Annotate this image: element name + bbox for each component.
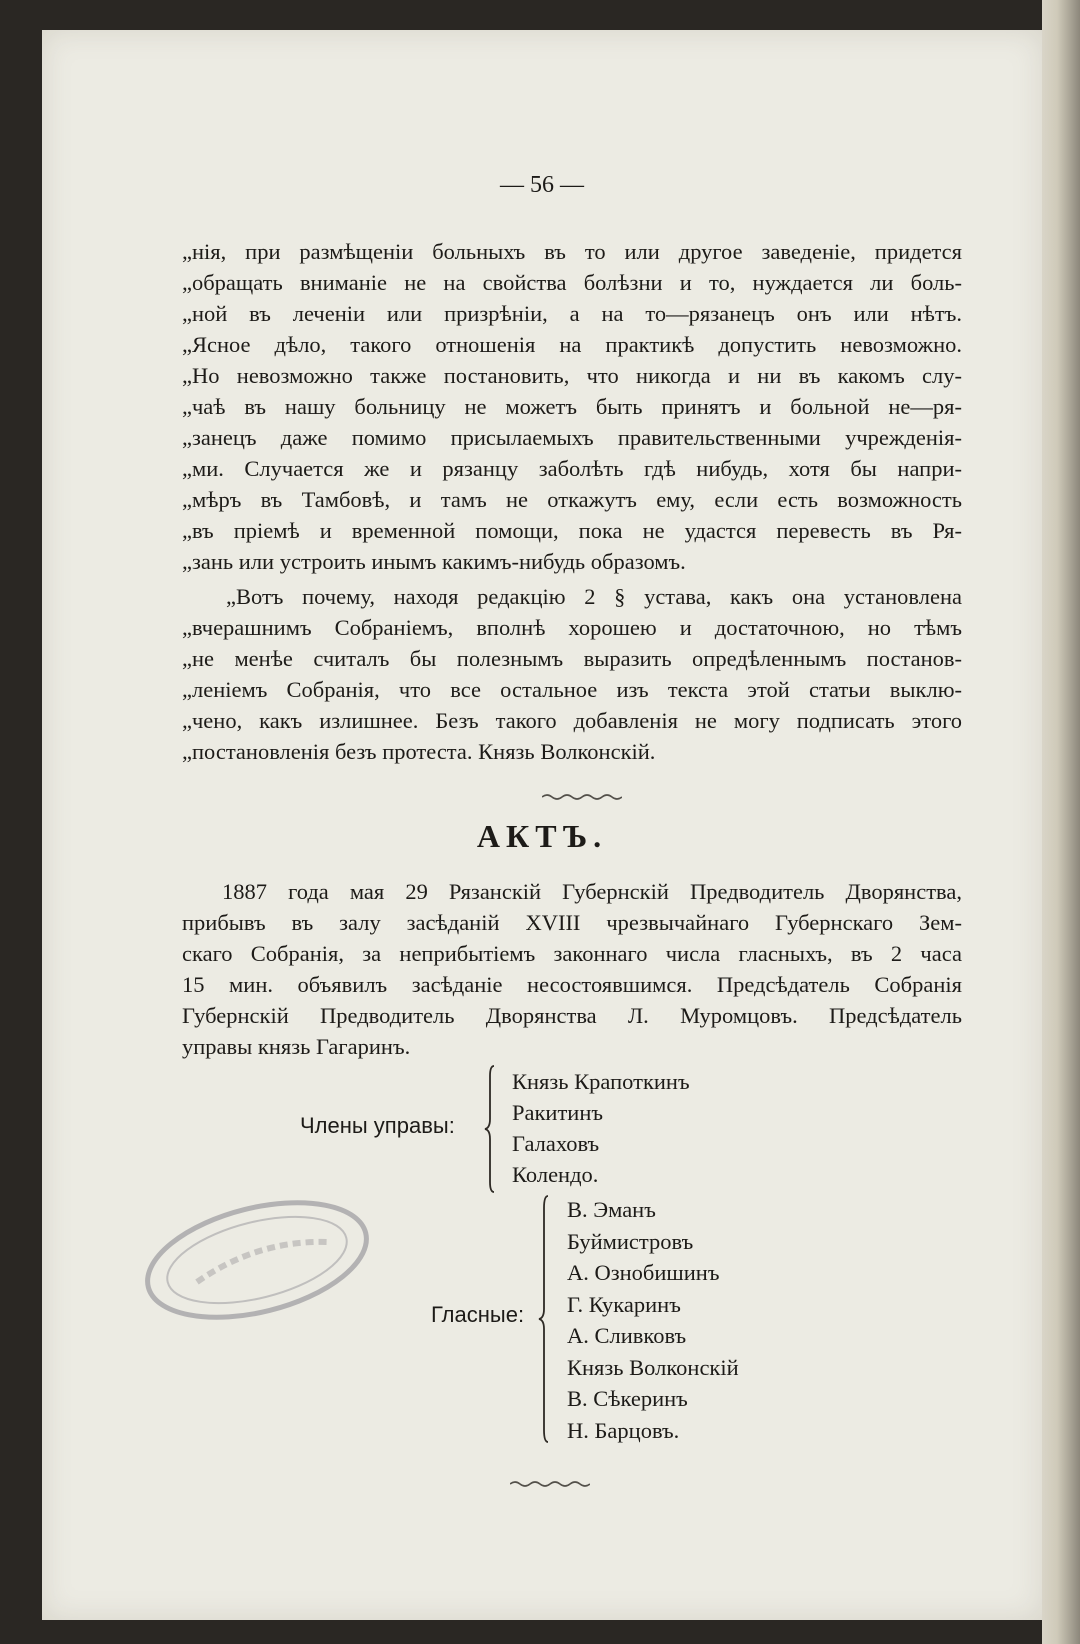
- list-item: Г. Кукаринъ: [567, 1291, 681, 1317]
- text-line: 1887 года мая 29 Рязанскій Губернскій Предводитель Дворянства,: [222, 879, 962, 904]
- text-line: „обращать вниманіе не на свойства болѣзни и то, нуждается ли боль-: [182, 270, 962, 295]
- text-line: „занецъ даже помимо присылаемыхъ правительственными учрежденія-: [182, 425, 962, 450]
- deputies-brace: [538, 1194, 552, 1444]
- list-item: Колендо.: [512, 1162, 599, 1187]
- text-line: управы князь Гагаринъ.: [182, 1034, 411, 1059]
- book-spine-edge: [1042, 0, 1080, 1644]
- text-line: „чаѣ въ нашу больницу не можетъ быть принятъ и больной не—ря-: [182, 394, 962, 419]
- wavy-divider: [510, 1480, 590, 1488]
- list-item: Князь Крапоткинъ: [512, 1069, 690, 1094]
- library-stamp: [137, 1190, 377, 1320]
- text-line: „ми. Случается же и рязанцу заболѣть гдѣ нибудь, хотя бы напри-: [182, 456, 962, 481]
- deputies-label: Гласные:: [431, 1302, 525, 1327]
- text-line: Губернскій Предводитель Дворянства Л. Муромцовъ. Предсѣдатель: [182, 1003, 962, 1028]
- text-line: „вчерашнимъ Собраніемъ, вполнѣ хорошею и достаточною, но тѣмъ: [182, 615, 962, 640]
- text-line: прибывъ въ залу засѣданій XVIII чрезвычайнаго Губернскаго Зем-: [182, 910, 962, 935]
- text-line: „Но невозможно также постановить, что никогда и ни въ какомъ слу-: [182, 363, 962, 388]
- members-list: [512, 1066, 690, 1190]
- text-line: „постановленія безъ протеста. Князь Волконскій.: [182, 739, 656, 764]
- text-line: 15 мин. объявилъ засѣданіе несостоявшимся. Предсѣдатель Собранія: [182, 972, 962, 997]
- list-item: Н. Барцовъ.: [567, 1417, 680, 1443]
- text-line: „леніемъ Собранія, что все остальное изъ текста этой статьи выклю-: [182, 677, 962, 702]
- list-item: Галаховъ: [512, 1131, 600, 1156]
- text-line: „чено, какъ излишнее. Безъ такого добавленія не могу подписать этого: [182, 708, 962, 733]
- text-line: „не менѣе считалъ бы полезнымъ выразить опредѣленнымъ постанов-: [182, 646, 962, 671]
- act-paragraph: [182, 876, 962, 1062]
- list-item: В. Сѣкеринъ: [567, 1386, 688, 1411]
- text-line: „мѣръ въ Тамбовѣ, и тамъ не откажутъ ему, если есть возможность: [182, 487, 962, 512]
- list-item: Князь Волконскій: [567, 1354, 739, 1380]
- paragraph-protest: [182, 581, 962, 767]
- members-label: Члены управы:: [300, 1113, 455, 1138]
- members-brace: [484, 1064, 498, 1194]
- text-line: „въ пріемѣ и временной помощи, пока не удастся перевесть въ Ря-: [182, 518, 962, 543]
- list-item: Ракитинъ: [512, 1100, 604, 1125]
- act-heading: АКТЪ.: [476, 818, 608, 854]
- deputies-list: [567, 1194, 739, 1446]
- page-number: — 56 —: [500, 172, 584, 198]
- text-line: „Вотъ почему, находя редакцію 2 § устава, какъ она установлена: [226, 584, 962, 609]
- paragraph-quote-continuation: [182, 236, 962, 577]
- text-line: „ной въ леченіи или призрѣніи, а на то—рязанецъ онъ или нѣтъ.: [182, 301, 962, 326]
- text-line: „Ясное дѣло, такого отношенія на практикѣ допустить невозможно.: [182, 332, 962, 357]
- text-line: „нія, при размѣщеніи больныхъ въ то или другое заведеніе, придется: [182, 239, 962, 264]
- list-item: А. Ознобишинъ: [567, 1260, 720, 1285]
- text-line: „зань или устроить инымъ какимъ-нибудь образомъ.: [182, 549, 686, 574]
- list-item: А. Сливковъ: [567, 1323, 687, 1348]
- list-item: Буймистровъ: [567, 1228, 694, 1254]
- wavy-divider: [542, 793, 622, 801]
- list-item: В. Эманъ: [567, 1197, 656, 1222]
- text-line: скаго Собранія, за неприбытіемъ законнаго числа гласныхъ, въ 2 часа: [182, 941, 962, 966]
- document-page: [42, 30, 1042, 1620]
